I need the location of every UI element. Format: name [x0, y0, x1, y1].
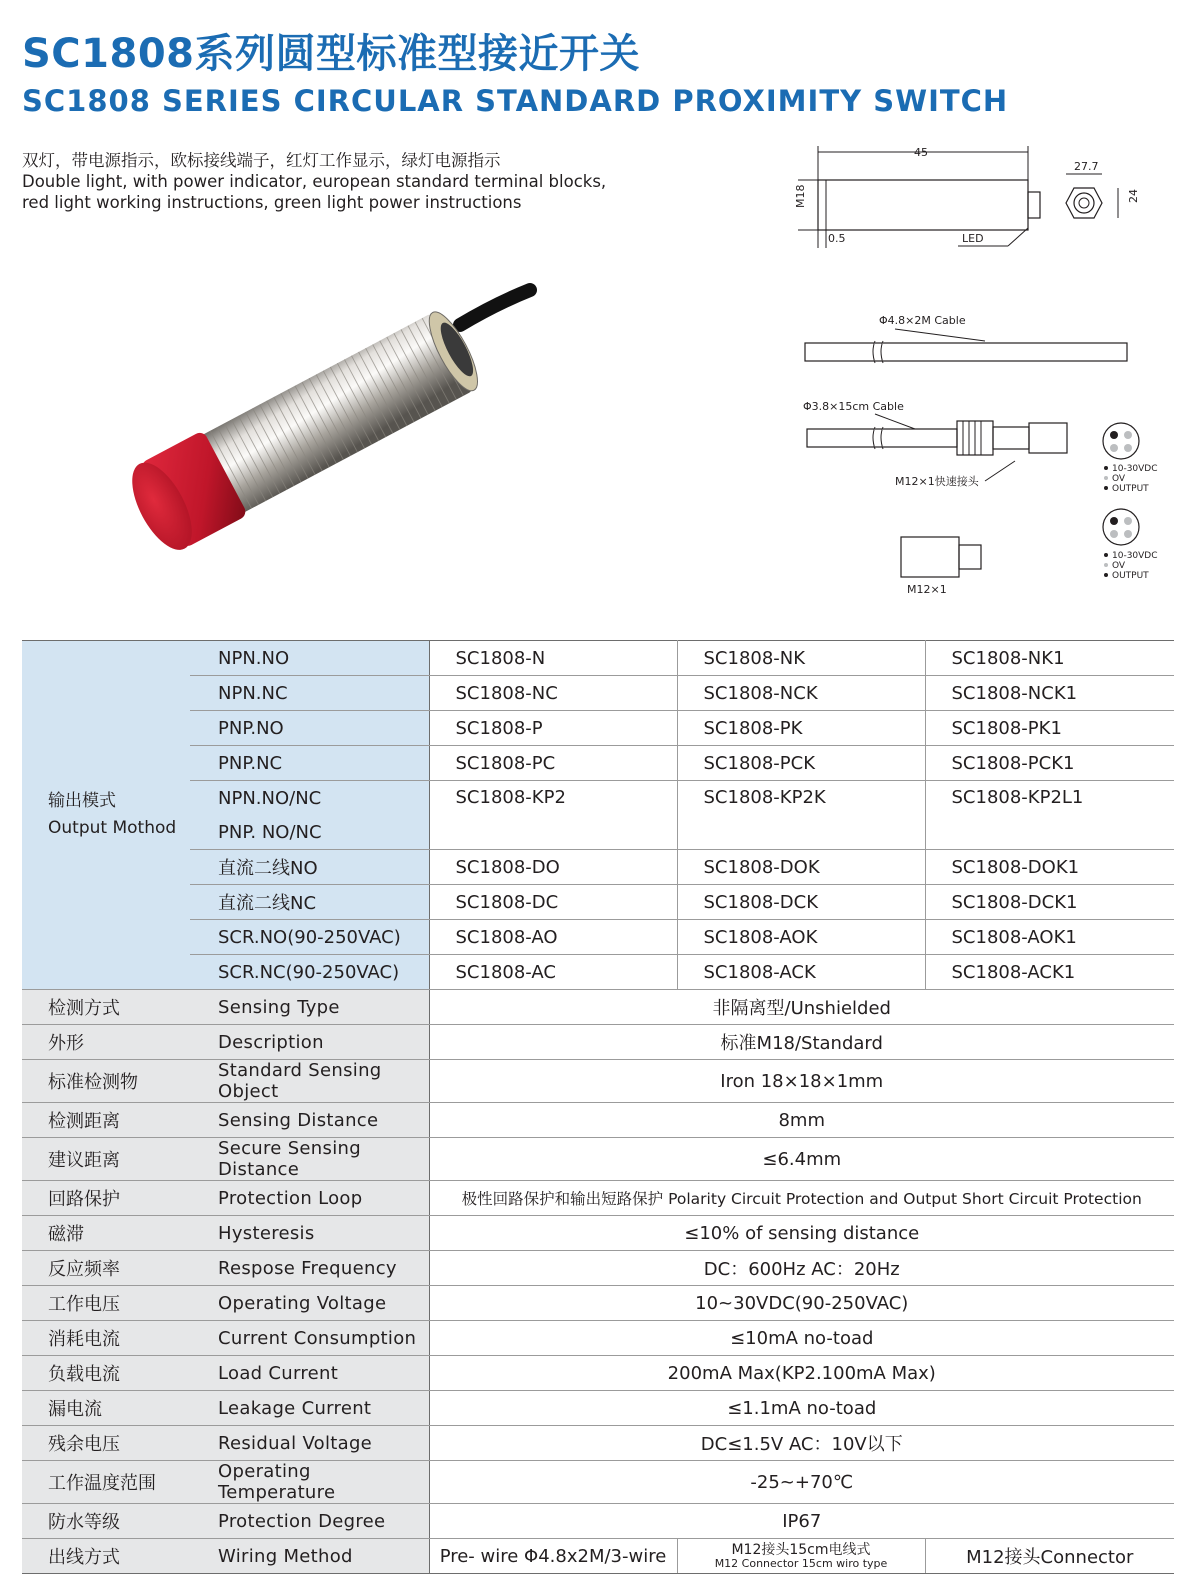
spec-label-en: Leakage Current — [190, 1391, 429, 1426]
wiring-prewire: Pre- wire Φ4.8x2M/3-wire — [429, 1539, 677, 1574]
table-row — [22, 1216, 1174, 1251]
m12-quick-label: M12×1快速接头 — [895, 475, 979, 488]
model-cell: SC1808-PCK1 — [925, 746, 1174, 781]
cable1-label: Φ4.8×2M Cable — [879, 314, 966, 327]
table-row — [22, 1461, 1174, 1504]
mode-cell: SCR.NO(90-250VAC) — [190, 920, 429, 955]
model-cell: SC1808-AOK1 — [925, 920, 1174, 955]
spec-label-en: Sensing Type — [190, 990, 429, 1025]
table-row — [22, 920, 1174, 955]
spec-value: -25~+70℃ — [429, 1461, 1174, 1504]
model-cell: SC1808-NC — [429, 676, 677, 711]
mode-cell: NPN.NO — [190, 641, 429, 676]
spec-value: ≤1.1mA no-toad — [429, 1391, 1174, 1426]
dim-gap: 0.5 — [828, 232, 846, 245]
dimension-drawing — [778, 140, 1178, 260]
spec-label-en: Operating Temperature — [190, 1461, 429, 1504]
intro-cn: 双灯，带电源指示，欧标接线端子，红灯工作显示，绿灯电源指示 — [22, 151, 501, 170]
model-cell: SC1808-NK1 — [925, 641, 1174, 676]
model-cell: SC1808-NK — [677, 641, 925, 676]
table-row — [22, 955, 1174, 990]
wiring-m12-15cm-en: M12 Connector 15cm wiro type — [714, 1556, 888, 1570]
table-row — [22, 1391, 1174, 1426]
table-row — [22, 1025, 1174, 1060]
model-cell: SC1808-PCK — [677, 746, 925, 781]
cable-drawing — [795, 305, 1185, 605]
dim-m18: M18 — [794, 184, 807, 208]
spec-label-cn: 检测方式 — [22, 990, 190, 1025]
mode-cell: SCR.NC(90-250VAC) — [190, 955, 429, 990]
table-row — [22, 746, 1174, 781]
spec-value: 标准M18/Standard — [429, 1025, 1174, 1060]
mode-cell: PNP. NO/NC — [190, 815, 429, 850]
model-cell: SC1808-AO — [429, 920, 677, 955]
pin2-label-b: OV — [1112, 561, 1126, 571]
intro-text — [22, 150, 606, 213]
spec-value: ≤10mA no-toad — [429, 1321, 1174, 1356]
model-cell: SC1808-AOK — [677, 920, 925, 955]
spec-label-cn: 工作温度范围 — [22, 1461, 190, 1504]
model-cell: SC1808-KP2K — [677, 781, 925, 850]
model-cell: SC1808-N — [429, 641, 677, 676]
spec-label-cn: 防水等级 — [22, 1504, 190, 1539]
dim-nut-width: 27.7 — [1074, 160, 1099, 173]
mode-cell: PNP.NO — [190, 711, 429, 746]
intro-en-line1: Double light, with power indicator, european standard terminal blocks, — [22, 172, 607, 191]
output-label-en: Output Mothod — [48, 818, 177, 838]
wiring-m12-connector: M12接头Connector — [925, 1539, 1174, 1574]
spec-label-en: Residual Voltage — [190, 1426, 429, 1461]
model-cell: SC1808-NCK1 — [925, 676, 1174, 711]
spec-value: 8mm — [429, 1103, 1174, 1138]
wiring-row — [22, 1539, 1174, 1574]
spec-label-en: Protection Loop — [190, 1181, 429, 1216]
pin2-label: OV — [1112, 474, 1126, 484]
mode-cell: NPN.NO/NC — [190, 781, 429, 816]
spec-label-cn: 检测距离 — [22, 1103, 190, 1138]
spec-value: 非隔离型/Unshielded — [429, 990, 1174, 1025]
table-row — [22, 1426, 1174, 1461]
pin1-label: 10-30VDC — [1112, 464, 1158, 474]
wiring-m12-15cm-cn: M12接头15cm电线式 — [731, 1541, 871, 1558]
spec-value: IP67 — [429, 1504, 1174, 1539]
intro-en-line2: red light working instructions, green light power instructions — [22, 193, 522, 212]
mode-cell: NPN.NC — [190, 676, 429, 711]
model-cell: SC1808-P — [429, 711, 677, 746]
spec-label-cn: 出线方式 — [22, 1539, 190, 1574]
spec-value: DC≤1.5V AC：10V以下 — [429, 1426, 1174, 1461]
spec-value: 200mA Max(KP2.100mA Max) — [429, 1356, 1174, 1391]
cable2-label: Φ3.8×15cm Cable — [803, 400, 904, 413]
table-row — [22, 1286, 1174, 1321]
spec-label-en: Operating Voltage — [190, 1286, 429, 1321]
table-row — [22, 1181, 1174, 1216]
table-row — [22, 990, 1174, 1025]
m12-label: M12×1 — [907, 583, 947, 596]
spec-value: 极性回路保护和输出短路保护 Polarity Circuit Protection and Output Short Circuit Protection — [429, 1181, 1174, 1216]
spec-label-cn: 标准检测物 — [22, 1060, 190, 1103]
spec-label-cn: 负载电流 — [22, 1356, 190, 1391]
spec-value: ≤10% of sensing distance — [429, 1216, 1174, 1251]
model-cell: SC1808-DOK — [677, 850, 925, 885]
spec-label-en: Respose Frequency — [190, 1251, 429, 1286]
spec-value: DC：600Hz AC：20Hz — [429, 1251, 1174, 1286]
model-cell: SC1808-DCK1 — [925, 885, 1174, 920]
pin3-label: OUTPUT — [1112, 484, 1149, 494]
pin3-label-b: OUTPUT — [1112, 571, 1149, 581]
model-cell: SC1808-ACK — [677, 955, 925, 990]
mode-cell: PNP.NC — [190, 746, 429, 781]
spec-label-cn: 工作电压 — [22, 1286, 190, 1321]
wiring-m12-15cm — [677, 1539, 925, 1574]
spec-label-cn: 漏电流 — [22, 1391, 190, 1426]
product-photo — [100, 270, 540, 570]
model-cell: SC1808-KP2 — [429, 781, 677, 850]
table-row — [22, 885, 1174, 920]
output-method-label — [22, 641, 190, 990]
model-cell: SC1808-PC — [429, 746, 677, 781]
dim-led: LED — [962, 232, 984, 245]
spec-table — [22, 640, 1174, 1574]
table-row — [22, 711, 1174, 746]
spec-label-cn: 反应频率 — [22, 1251, 190, 1286]
spec-label-en: Secure Sensing Distance — [190, 1138, 429, 1181]
model-cell: SC1808-DC — [429, 885, 677, 920]
model-cell: SC1808-NCK — [677, 676, 925, 711]
table-row — [22, 1138, 1174, 1181]
model-cell: SC1808-PK1 — [925, 711, 1174, 746]
spec-label-en: Load Current — [190, 1356, 429, 1391]
spec-label-en: Protection Degree — [190, 1504, 429, 1539]
pin1-label-b: 10-30VDC — [1112, 551, 1158, 561]
model-cell: SC1808-ACK1 — [925, 955, 1174, 990]
table-row — [22, 1356, 1174, 1391]
spec-label-en: Wiring Method — [190, 1539, 429, 1574]
spec-label-en: Hysteresis — [190, 1216, 429, 1251]
spec-label-en: Sensing Distance — [190, 1103, 429, 1138]
spec-value: ≤6.4mm — [429, 1138, 1174, 1181]
page-title-cn: SC1808系列圆型标准型接近开关 — [22, 31, 640, 77]
spec-value: 10~30VDC(90-250VAC) — [429, 1286, 1174, 1321]
table-row — [22, 1060, 1174, 1103]
model-cell: SC1808-KP2L1 — [925, 781, 1174, 850]
model-cell: SC1808-DCK — [677, 885, 925, 920]
spec-label-cn: 残余电压 — [22, 1426, 190, 1461]
dim-length: 45 — [914, 146, 928, 159]
page-title-en: SC1808 SERIES CIRCULAR STANDARD PROXIMITY SWITCH — [22, 84, 1009, 118]
spec-label-en: Standard Sensing Object — [190, 1060, 429, 1103]
table-row — [22, 1103, 1174, 1138]
spec-label-cn: 磁滞 — [22, 1216, 190, 1251]
table-row — [22, 1321, 1174, 1356]
spec-label-en: Description — [190, 1025, 429, 1060]
table-row — [22, 676, 1174, 711]
table-row — [22, 641, 1174, 676]
model-cell: SC1808-AC — [429, 955, 677, 990]
table-row — [22, 1251, 1174, 1286]
table-row — [22, 781, 1174, 816]
model-cell: SC1808-PK — [677, 711, 925, 746]
dim-nut-height: 24 — [1127, 189, 1140, 203]
mode-cell: 直流二线NO — [190, 850, 429, 885]
spec-label-en: Current Consumption — [190, 1321, 429, 1356]
table-row — [22, 1504, 1174, 1539]
spec-label-cn: 消耗电流 — [22, 1321, 190, 1356]
spec-label-cn: 外形 — [22, 1025, 190, 1060]
model-cell: SC1808-DOK1 — [925, 850, 1174, 885]
spec-label-cn: 回路保护 — [22, 1181, 190, 1216]
table-row — [22, 850, 1174, 885]
mode-cell: 直流二线NC — [190, 885, 429, 920]
spec-label-cn: 建议距离 — [22, 1138, 190, 1181]
spec-value: Iron 18×18×1mm — [429, 1060, 1174, 1103]
output-label-cn: 输出模式 — [48, 791, 116, 811]
model-cell: SC1808-DO — [429, 850, 677, 885]
